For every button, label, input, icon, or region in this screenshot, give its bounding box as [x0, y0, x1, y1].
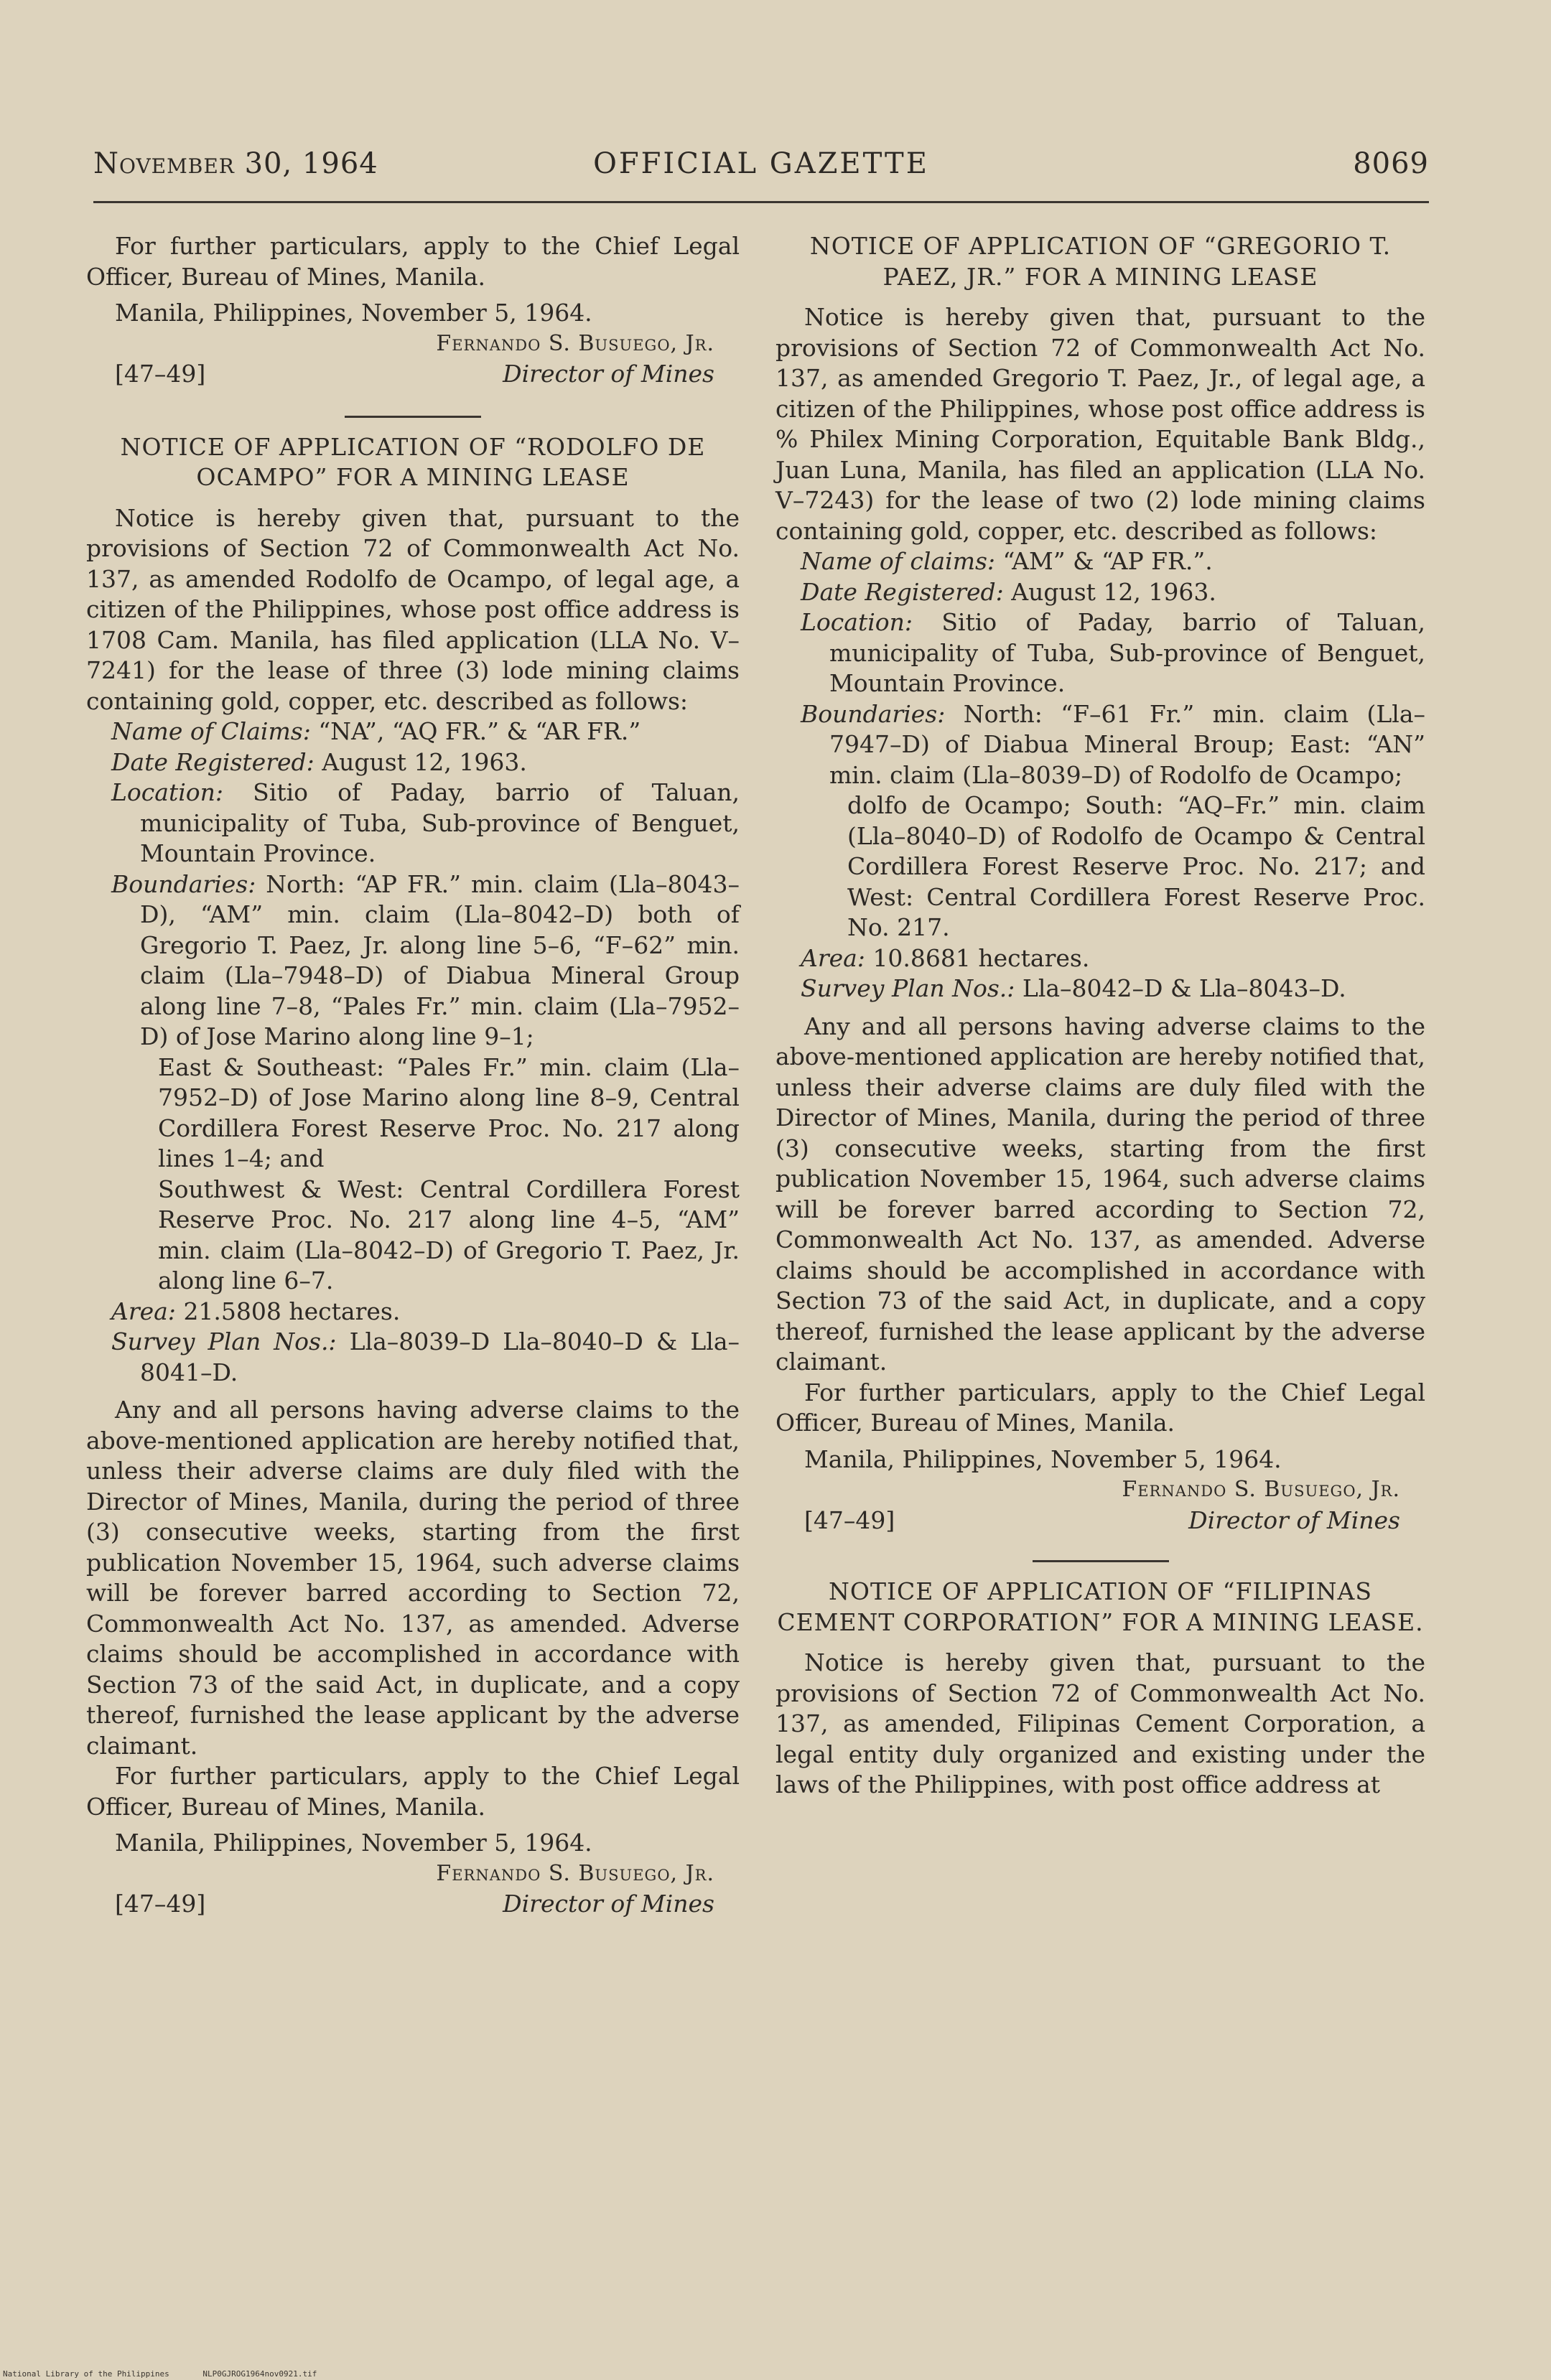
left-top-sigline [86, 359, 740, 390]
ocampo-intro: Notice is hereby given that, pursuant to the provisions of Section 72 of Commonwealth Act No. 137, as amended Rodolfo de Ocampo, of legal age, a citizen of the Philippines, whose post office address is 1708 Cam. Manila, has filed application (LLA No. V–7241) for the lease of three (3) lode mining claims containing gold, copper, etc. described as follows: [86, 503, 740, 715]
paez-date-label: Date Registered: [801, 577, 1004, 606]
footer-file: NLP0GJROG1964nov0921.tif [202, 2369, 317, 2379]
paez-ref: [47–49] [804, 1506, 895, 1534]
left-top-director: Director of Mines [503, 360, 714, 388]
ocampo-bound-north: North: “AP FR.” min. claim (Lla–8043–D), “AM” min. claim (Lla–8042–D) both of Gregorio T. Paez, Jr. along line 5–6, “F–62” min. claim (Lla–7948–D) of Diabua Mineral Group along line 7–8, “Pales Fr.” min. claim (Lla–7952–D) of Jose Marino along line 9–1; [140, 869, 740, 1050]
left-top-ref: [47–49] [115, 360, 206, 388]
paez-date-value: August 12, 1963. [1011, 577, 1216, 606]
paez-loc-value: Sitio of Paday, barrio of Taluan, municipality of Tuba, Sub-province of Benguet, Mountain Province. [829, 608, 1425, 697]
ocampo-name-value: “NA”, “AQ FR.” & “AR FR.” [318, 717, 641, 745]
ocampo-plan-label: Survey Plan Nos.: [111, 1327, 337, 1355]
header-title: OFFICIAL GAZETTE [593, 147, 929, 180]
paez-director: Director of Mines [1188, 1506, 1400, 1534]
header-date: November 30, 1964 [93, 147, 378, 180]
left-column [86, 231, 740, 1920]
ocampo-date-value: August 12, 1963. [322, 747, 527, 776]
paez-location [776, 607, 1425, 699]
header-page-number: 8069 [1353, 147, 1429, 180]
ocampo-survey-plan [86, 1327, 740, 1388]
left-top-further: For further particulars, apply to the Chief Legal Officer, Bureau of Mines, Manila. [86, 232, 740, 291]
ocampo-area-label: Area: [111, 1297, 176, 1325]
separator [345, 416, 481, 418]
paez-name-value: “AM” & “AP FR.”. [1002, 547, 1213, 575]
paez-date-registered [776, 577, 1425, 608]
ocampo-signer: Fernando S. Busuego, Jr. [436, 1860, 714, 1886]
notice-title-filipinas-cement: NOTICE OF APPLICATION OF “FILIPINAS CEMENT CORPORATION” FOR A MINING LEASE. [777, 1577, 1424, 1636]
ocampo-date: Manila, Philippines, November 5, 1964. [115, 1829, 592, 1857]
ocampo-location [86, 778, 740, 869]
footer-library: National Library of the Philippines [3, 2369, 169, 2379]
paez-area [776, 943, 1425, 974]
notice-title-paez: NOTICE OF APPLICATION OF “GREGORIO T. PAEZ, JR.” FOR A MINING LEASE [809, 232, 1392, 291]
paez-date: Manila, Philippines, November 5, 1964. [804, 1445, 1282, 1473]
paez-adverse-claims: Any and all persons having adverse claims to the above-mentioned application are hereby notified that, unless their adverse claims are duly filed with the Director of Mines, Manila, during the period of three (3) consecutive weeks, starting from the first publication November 15, 1964, such adverse claims will be forever barred according to Section 72, Commonwealth Act No. 137, as amended. Adverse claims should be accomplished in accordance with Section 73 of the said Act, in duplicate, and a copy thereof, furnished the lease applicant by the adverse claimant. [776, 1012, 1425, 1376]
ocampo-director: Director of Mines [503, 1890, 714, 1918]
page-header [93, 147, 1429, 190]
paez-bound-north: North: “F–61 Fr.” min. claim (Lla–7947–D) of Diabua Mineral Broup; East: “AN” min. claim (Lla–8039–D) of Rodolfo de Ocampo; [829, 699, 1425, 789]
paez-name-label: Name of claims: [801, 547, 996, 575]
left-top-date: Manila, Philippines, November 5, 1964. [115, 299, 592, 327]
paez-loc-label: Location: [801, 608, 913, 636]
ocampo-further: For further particulars, apply to the Chief Legal Officer, Bureau of Mines, Manila. [86, 1762, 740, 1821]
ocampo-date-label: Date Registered: [111, 747, 315, 776]
left-top-signer: Fernando S. Busuego, Jr. [436, 330, 714, 356]
paez-name-of-claims [776, 546, 1425, 577]
notice-title-ocampo: NOTICE OF APPLICATION OF “RODOLFO DE OCAMPO” FOR A MINING LEASE [120, 432, 706, 491]
paez-sigline [776, 1506, 1425, 1536]
right-column [776, 231, 1425, 1801]
ocampo-area-value: 21.5808 hectares. [183, 1297, 401, 1325]
paez-signer: Fernando S. Busuego, Jr. [1122, 1477, 1400, 1502]
scan-footer [3, 2369, 345, 2379]
paez-survey-plan [776, 974, 1425, 1004]
ocampo-bound-label: Boundaries: [111, 869, 256, 898]
ocampo-loc-value: Sitio of Paday, barrio of Taluan, municipality of Tuba, Sub-province of Benguet, Mountain Province. [140, 778, 740, 867]
paez-bound-south: dolfo de Ocampo; South: “AQ–Fr.” min. claim (Lla–8040–D) of Rodolfo de Ocampo & Central Cordillera Forest Reserve Proc. No. 217; and West: Central Cordillera Forest Reserve Proc. No. 217. [847, 791, 1425, 941]
ocampo-bound-east: East & Southeast: “Pales Fr.” min. claim (Lla–7952–D) of Jose Marino along line 8–9, Central Cordillera Forest Reserve Proc. No. 217 along lines 1–4; and [158, 1053, 740, 1172]
ocampo-plan-value: Lla–8039–D Lla–8040–D & Lla–8041–D. [140, 1327, 740, 1386]
paez-intro: Notice is hereby given that, pursuant to the provisions of Section 72 of Commonwealth Act No. 137, as amended Gregorio T. Paez, Jr., of legal age, a citizen of the Philippines, whose post office address is % Philex Mining Corporation, Equitable Bank Bldg., Juan Luna, Manila, has filed an application (LLA No. V–7243) for the lease of two (2) lode mining claims containing gold, copper, etc. described as follows: [776, 303, 1425, 545]
paez-further: For further particulars, apply to the Chief Legal Officer, Bureau of Mines, Manila. [776, 1378, 1425, 1437]
ocampo-name-of-claims [86, 717, 740, 747]
ocampo-adverse-claims: Any and all persons having adverse claims to the above-mentioned application are hereby notified that, unless their adverse claims are duly filed with the Director of Mines, Manila, during the period of three (3) consecutive weeks, starting from the first publication November 15, 1964, such adverse claims will be forever barred according to Section 72, Commonwealth Act No. 137, as amended. Adverse claims should be accomplished in accordance with Section 73 of the said Act, in duplicate, and a copy thereof, furnished the lease applicant by the adverse claimant. [86, 1396, 740, 1760]
ocampo-ref: [47–49] [115, 1890, 206, 1918]
header-rule [93, 201, 1429, 203]
paez-plan-value: Lla–8042–D & Lla–8043–D. [1022, 974, 1346, 1002]
paez-area-value: 10.8681 hectares. [872, 943, 1090, 972]
separator [1033, 1560, 1169, 1562]
paez-plan-label: Survey Plan Nos.: [801, 974, 1015, 1002]
ocampo-sigline [86, 1889, 740, 1920]
paez-area-label: Area: [801, 943, 865, 972]
ocampo-area [86, 1297, 740, 1327]
paez-bound-label: Boundaries: [801, 699, 946, 728]
filipinas-intro: Notice is hereby given that, pursuant to the provisions of Section 72 of Commonwealth Act No. 137, as amended, Filipinas Cement Corporation, a legal entity duly organized and existing under the laws of the Philippines, with post office address at [776, 1648, 1425, 1798]
ocampo-date-registered [86, 747, 740, 778]
ocampo-name-label: Name of Claims: [111, 717, 311, 745]
ocampo-loc-label: Location: [111, 778, 223, 806]
ocampo-boundaries [86, 869, 740, 1053]
paez-boundaries [776, 699, 1425, 791]
ocampo-bound-southwest: Southwest & West: Central Cordillera Forest Reserve Proc. No. 217 along line 4–5, “AM” min. claim (Lla–8042–D) of Gregorio T. Paez, Jr. along line 6–7. [158, 1175, 740, 1294]
